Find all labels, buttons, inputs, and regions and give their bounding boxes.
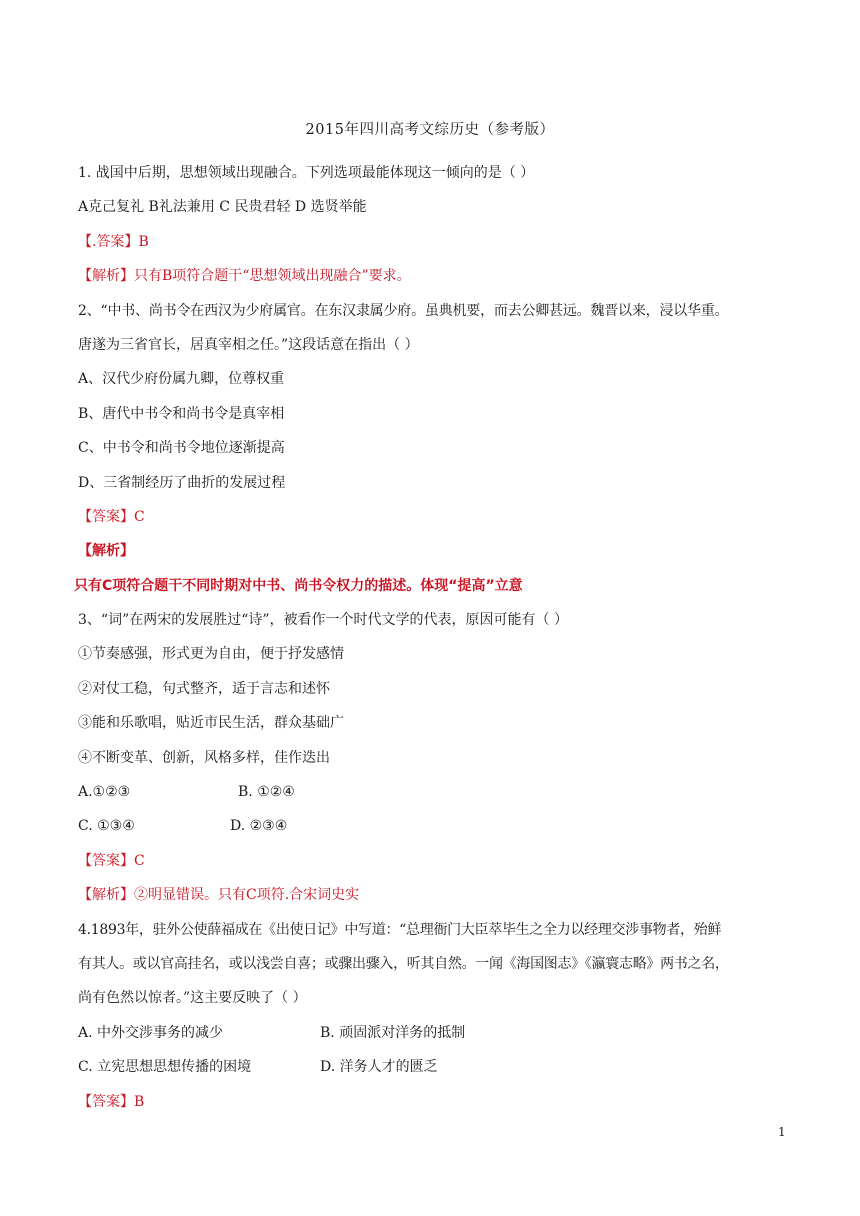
question-3-option-d: D. ②③④	[230, 818, 288, 835]
question-3-answer: 【答案】C	[78, 852, 145, 869]
question-3-option-b: B. ①②④	[238, 784, 295, 801]
question-4-option-d: D. 洋务人才的匮乏	[320, 1059, 438, 1076]
question-4-stem-line-1: 4.1893年，驻外公使薛福成在《出使日记》中写道：“总理衙门大臣萃毕生之全力以经理交涉事物者，殆鲜	[78, 921, 722, 938]
question-4-options-row-2	[78, 1050, 798, 1084]
question-1-options: A克己复礼 B礼法兼用 C 民贵君轻 D 选贤举能	[78, 199, 367, 216]
question-3-option-a: A.①②③	[78, 784, 131, 801]
question-3-options-row-2	[78, 809, 798, 843]
question-4-options-row-1	[78, 1016, 798, 1050]
question-2-option-a: A、汉代少府份属九卿，位尊权重	[78, 371, 285, 388]
question-3-item-4: ④不断变革、创新，风格多样，佳作迭出	[78, 749, 330, 766]
question-4-option-b: B. 顽固派对洋务的抵制	[320, 1024, 466, 1041]
question-3-options-row-1	[78, 775, 798, 809]
page-title: 2015年四川高考文综历史（参考版）	[305, 122, 555, 138]
question-4-option-c: C. 立宪思想思想传播的困境	[78, 1059, 252, 1076]
page-number: 1	[778, 1125, 786, 1139]
question-3-item-3: ③能和乐歌唱，贴近市民生活，群众基础广	[78, 715, 344, 732]
question-2-stem-line-2: 唐遂为三省官长，居真宰相之任。”这段话意在指出（ ）	[78, 336, 419, 353]
question-2-answer: 【答案】C	[78, 508, 145, 525]
question-1-stem: 1. 战国中后期，思想领域出现融合。下列选项最能体现这一倾向的是（ ）	[78, 165, 535, 181]
question-4-answer: 【答案】B	[78, 1093, 145, 1110]
question-3-option-c: C. ①③④	[78, 818, 135, 835]
question-2-stem-line-1: 2、“中书、尚书令在西汉为少府属官。在东汉隶属少府。虽典机要，而去公卿甚远。魏晋以来，浸以华重。	[78, 302, 729, 319]
question-list	[74, 156, 798, 1119]
question-1-analysis: 【解析】只有B项符合题干“思想领域出现融合”要求。	[78, 268, 411, 285]
question-2-option-b: B、唐代中书令和尚书令是真宰相	[78, 405, 285, 422]
question-4-stem-line-2: 有其人。或以官高挂名，或以浅尝自喜；或骤出骤入，听其自然。一闻《海国图志》《瀛寰志略》两书之名，	[78, 955, 729, 972]
question-3-item-1: ①节奏感强，形式更为自由，便于抒发感情	[78, 646, 344, 663]
question-4-stem-line-3: 尚有色然以惊者。”这主要反映了（ ）	[78, 990, 307, 1007]
question-2-analysis-text: 只有C项符合题干不同时期对中书、尚书令权力的描述。体现“提高”立意	[74, 577, 523, 594]
question-4-option-a: A. 中外交涉事务的减少	[78, 1024, 224, 1041]
question-3-analysis: 【解析】②明显错误。只有C项符.合宋词史实	[78, 887, 360, 904]
question-2-option-c: C、中书令和尚书令地位逐渐提高	[78, 440, 285, 457]
question-1-answer: 【.答案】B	[78, 233, 149, 250]
question-2-option-d: D、三省制经历了曲折的发展过程	[78, 474, 286, 491]
question-3-stem: 3、“词”在两宋的发展胜过“诗”，被看作一个时代文学的代表，原因可能有（ ）	[78, 612, 568, 629]
question-3-item-2: ②对仗工稳，句式整齐，适于言志和述怀	[78, 680, 330, 697]
question-2-analysis-label: 【解析】	[78, 543, 134, 560]
